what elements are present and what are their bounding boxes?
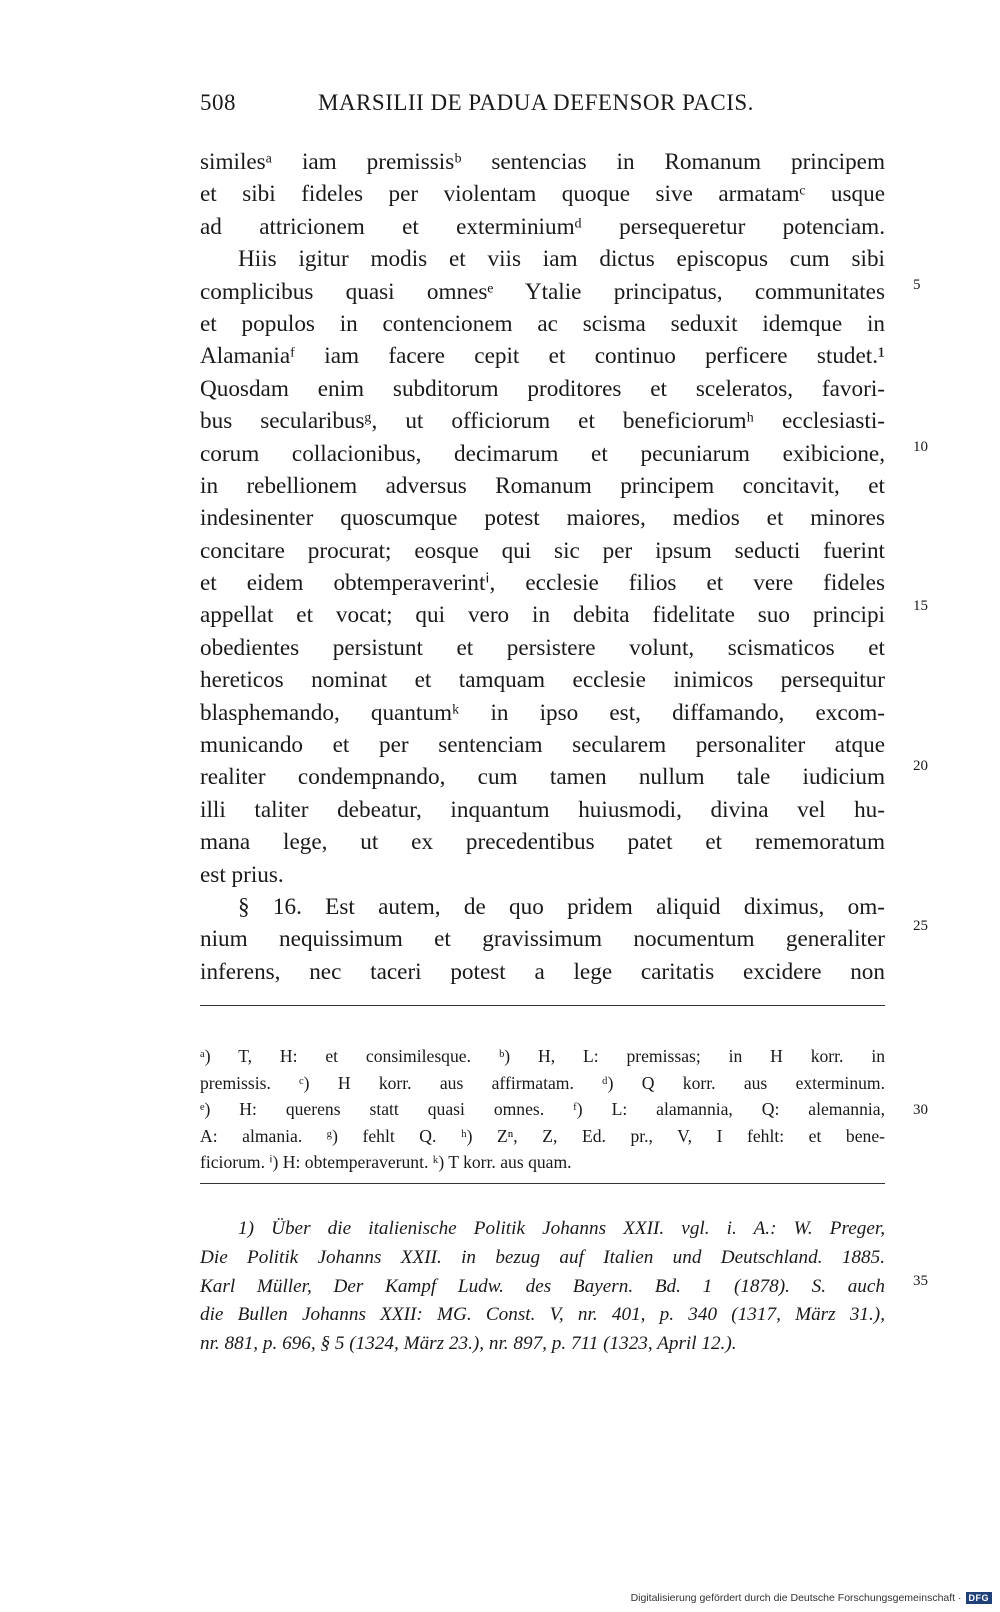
line-number: 10 [913,439,928,455]
text-line: realiter condempnando, cum tamen nullum tale iudicium [200,764,885,791]
text-line: in rebellionem adversus Romanum principem concitavit, et [200,472,885,499]
running-title: MARSILII DE PADUA DEFENSOR PACIS. [318,90,754,115]
main-text [200,146,885,988]
text-line: indesinenter quoscumque potest maiores, medios et minores [200,505,885,532]
text-line: § 16. Est autem, de quo pridem aliquid diximus, om- [238,893,885,920]
variant-note-line: A: almania. ᵍ) fehlt Q. ʰ) Zⁿ, Z, Ed. pr., V, I fehlt: et bene- [200,1125,885,1146]
variant-note-line: premissis. ᶜ) H korr. aus affirmatam. ᵈ) Q korr. aus exterminum. [200,1072,885,1093]
text-line: ad attricionem et exterminiumᵈ persequeretur potenciam. [200,213,885,240]
text-line: Hiis igitur modis et viis iam dictus episcopus cum sibi [238,246,885,273]
citation-line: die Bullen Johanns XXII: MG. Const. V, nr. 401, p. 340 (1317, März 31.), [200,1304,885,1326]
text-line: mana lege, ut ex precedentibus patet et rememoratum [200,829,885,856]
footnote-rule [200,1183,885,1184]
line-number: 30 [913,1102,928,1118]
text-line: nium nequissimum et gravissimum nocumentum generaliter [200,926,885,953]
citation-line: nr. 881, p. 696, § 5 (1324, März 23.), nr. 897, p. 711 (1323, April 12.). [200,1333,737,1355]
text-line: et populos in contencionem ac scisma seduxit idemque in [200,310,885,337]
dfg-logo-icon: DFG [966,1592,993,1604]
text-line: est prius. [200,861,284,888]
citation-line: Karl Müller, Der Kampf Ludw. des Bayern. Bd. 1 (1878). S. auch [200,1275,885,1297]
text-line: et eidem obtemperaverintⁱ, ecclesie filios et vere fideles [200,570,885,597]
text-line: blasphemando, quantumᵏ in ipso est, diffamando, excom- [200,699,885,726]
text-line: complicibus quasi omnesᵉ Ytalie principatus, communitates [200,278,885,305]
line-number: 20 [913,758,928,774]
variant-note-line: ᵉ) H: querens statt quasi omnes. ᶠ) L: alamannia, Q: alemannia, [200,1099,885,1120]
text-line: concitare procurat; eosque qui sic per ipsum seducti fuerint [200,537,885,564]
citation-line: 1) Über die italienische Politik Johanns XXII. vgl. i. A.: W. Preger, [238,1218,885,1239]
variant-note-line: ficiorum. ⁱ) H: obtemperaverunt. ᵏ) T korr. aus quam. [200,1152,572,1173]
text-line: et sibi fideles per violentam quoque sive armatamᶜ usque [200,181,885,208]
text-line: corum collacionibus, decimarum et pecuniarum exibicione, [200,440,885,467]
text-line: municando et per sentenciam secularem personaliter atque [200,732,885,759]
text-line: bus secularibusᵍ, ut officiorum et beneficiorumʰ ecclesiasti- [200,408,885,435]
digitization-footer [631,1592,992,1604]
text-line: Quosdam enim subditorum proditores et sceleratos, favori- [200,375,885,402]
text-line: obedientes persistunt et persistere volunt, scismaticos et [200,634,885,661]
citation-line: Die Politik Johanns XXII. in bezug auf Italien und Deutschland. 1885. [200,1246,885,1268]
text-line: illi taliter debeatur, inquantum huiusmodi, divina vel hu- [200,796,885,823]
line-number: 35 [913,1273,928,1289]
text-line: similesᵃ iam premissisᵇ sentencias in Romanum principem [200,149,885,175]
variant-apparatus [200,1043,885,1176]
variant-note-line: ᵃ) T, H: et consimilesque. ᵇ) H, L: premissas; in H korr. in [200,1046,885,1066]
citation-footnotes [200,1215,885,1359]
text-line: Alamaniaᶠ iam facere cepit et continuo perficere studet.¹ [200,343,885,370]
line-number: 15 [913,598,928,614]
text-line: appellat et vocat; qui vero in debita fidelitate suo principi [200,602,885,629]
line-number: 25 [913,918,928,934]
text-line: hereticos nominat et tamquam ecclesie inimicos persequitur [200,667,885,694]
footer-credit: Digitalisierung gefördert durch die Deutsche Forschungsgemeinschaft · [630,1592,962,1604]
page-number: 508 [200,90,236,115]
text-line: inferens, nec taceri potest a lege caritatis excidere non [200,958,885,985]
footnote-rule [200,1005,885,1006]
line-number: 5 [913,277,921,293]
